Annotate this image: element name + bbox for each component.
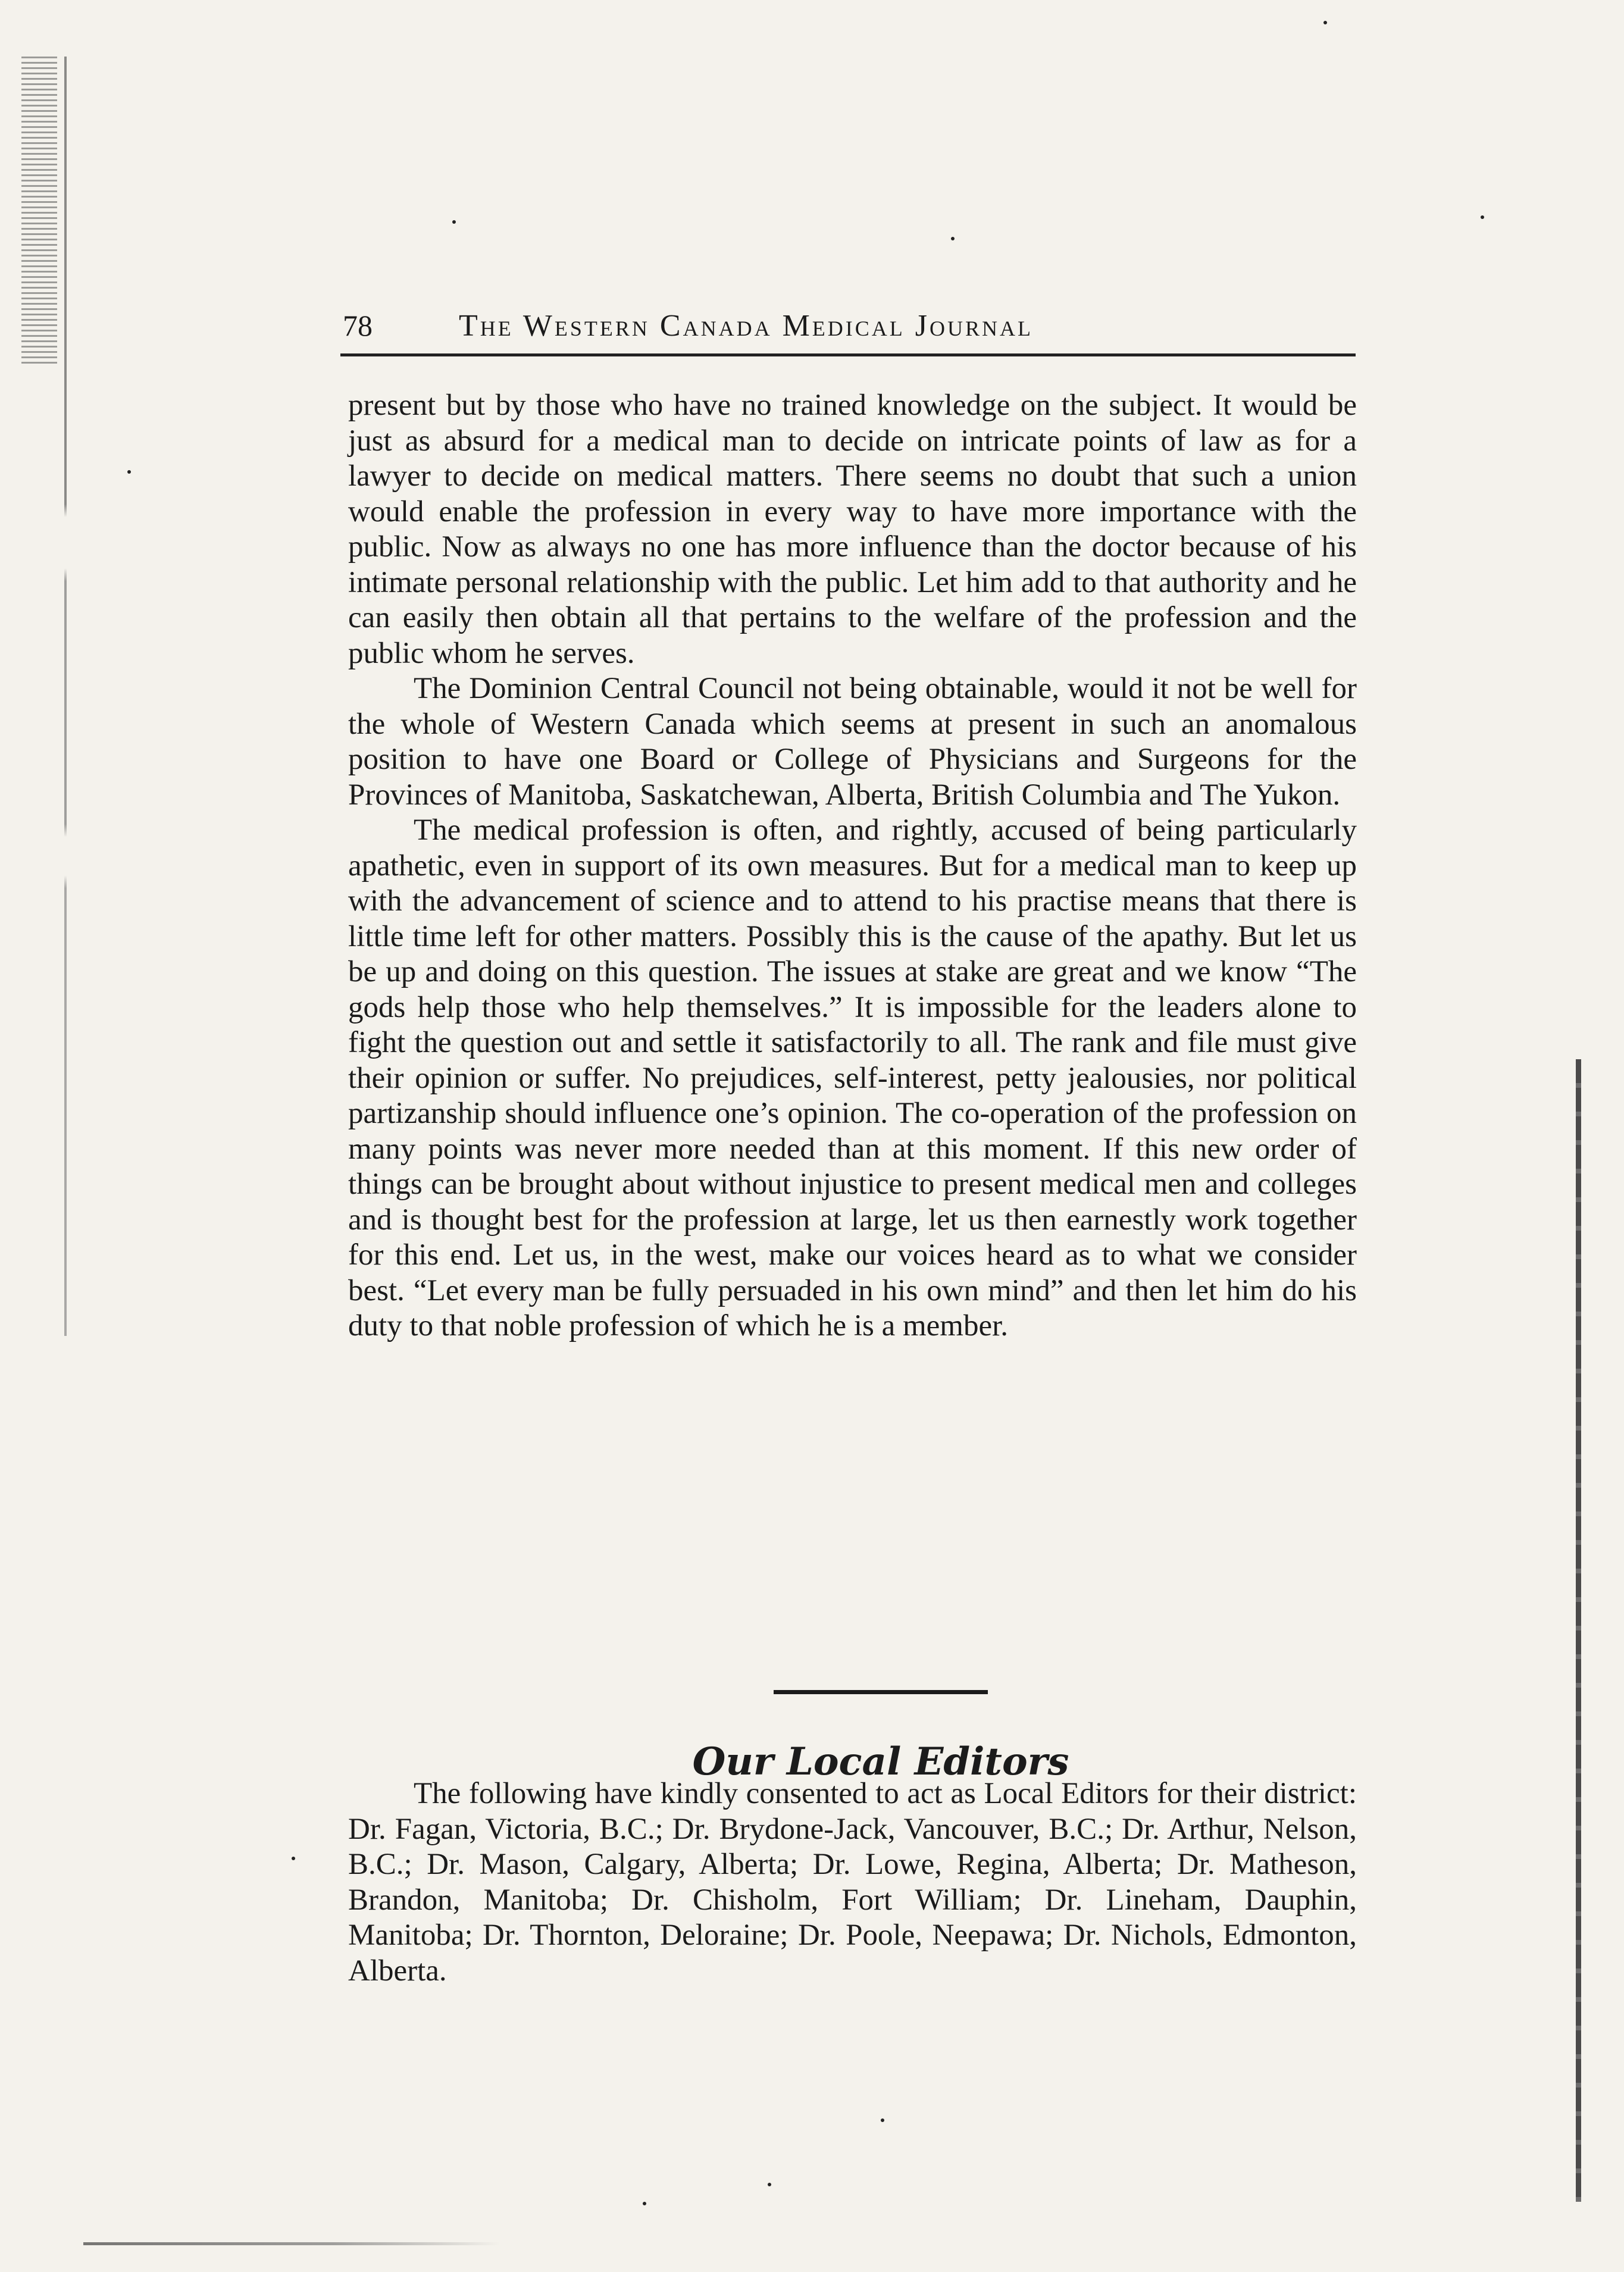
right-edge-scan-shadow — [1576, 1059, 1581, 2202]
section-heading: Our Local Editors — [692, 1739, 1069, 1785]
binding-edge-artifact — [21, 57, 57, 366]
paragraph: present but by those who have no trained knowledge on the subject. It would be just as absurd for a medical man to decide on intricate points of law as for a lawyer to decide on medical matters. There seems no doubt that such a union would enable the profession in every way to have more importance with the public. Now as always no one has more influence than the doctor because of his intimate personal relationship with the public. Let him add to that authority and he can easily then obtain all that pertains to the welfare of the profession and the public whom he serves. — [348, 389, 1357, 670]
scan-speck — [127, 470, 131, 474]
bottom-scan-streak — [83, 2242, 500, 2245]
scan-speck — [951, 237, 955, 240]
paragraph: The Dominion Central Council not being obtainable, would it not be well for the whole of Western Canada which seems at present in such an anomalous position to have one Board or College of Physicians and Surgeons for the Provinces of Manitoba, Saskatchewan, Alberta, British Columbia and The Yukon. — [348, 672, 1357, 812]
scan-speck — [292, 1857, 295, 1860]
running-header — [343, 303, 1354, 351]
running-title: The Western Canada Medical Journal — [459, 309, 1034, 343]
scan-speck — [643, 2202, 646, 2205]
left-margin-scan-line — [64, 57, 67, 1336]
scan-speck — [452, 220, 456, 224]
scan-speck — [1323, 21, 1327, 24]
paragraph: The following have kindly consented to act as Local Editors for their district: Dr. Fagan, Victoria, B.C.; Dr. Brydone-Jack, Vancouver, B.C.; Dr. Arthur, Nelson, B.C.; Dr. Mason, Calgary, Alberta; Dr. Lowe, Regina, Alberta; Dr. Matheson, Brandon, Manitoba; Dr. Chisholm, Fort William; Dr. Lineham, Dauphin, Manitoba; Dr. Thornton, Deloraine; Dr. Poole, Neepawa; Dr. Nichols, Edmonton, Alberta. — [348, 1777, 1357, 1988]
header-rule — [340, 353, 1356, 356]
local-editors-section — [348, 1776, 1357, 1989]
scan-speck — [1481, 215, 1484, 219]
page-number: 78 — [343, 309, 373, 342]
article-body — [348, 388, 1357, 1344]
section-divider — [774, 1690, 988, 1694]
scan-speck — [768, 2183, 771, 2186]
scan-speck — [881, 2118, 884, 2122]
paragraph: The medical profession is often, and rightly, accused of being particularly apathetic, even in support of its own measures. But for a medical man to keep up with the advancement of science and to attend to his practise means that there is little time left for other matters. Possibly this is the cause of the apathy. But let us be up and doing on this question. The issues at stake are great and we know “The gods help those who help themselves.” It is impossible for the leaders alone to fight the question out and settle it satisfactorily to all. The rank and file must give their opinion or suffer. No prejudices, self-interest, petty jealousies, nor political partizanship should influence one’s opinion. The co-operation of the profession on many points was never more needed than at this moment. If this new order of things can be brought about without injustice to present medical men and colleges and is thought best for the profession at large, let us then earnestly work together for this end. Let us, in the west, make our voices heard as to what we consider best. “Let every man be fully persuaded in his own mind” and then let him do his duty to that noble profession of which he is a member. — [348, 813, 1357, 1342]
